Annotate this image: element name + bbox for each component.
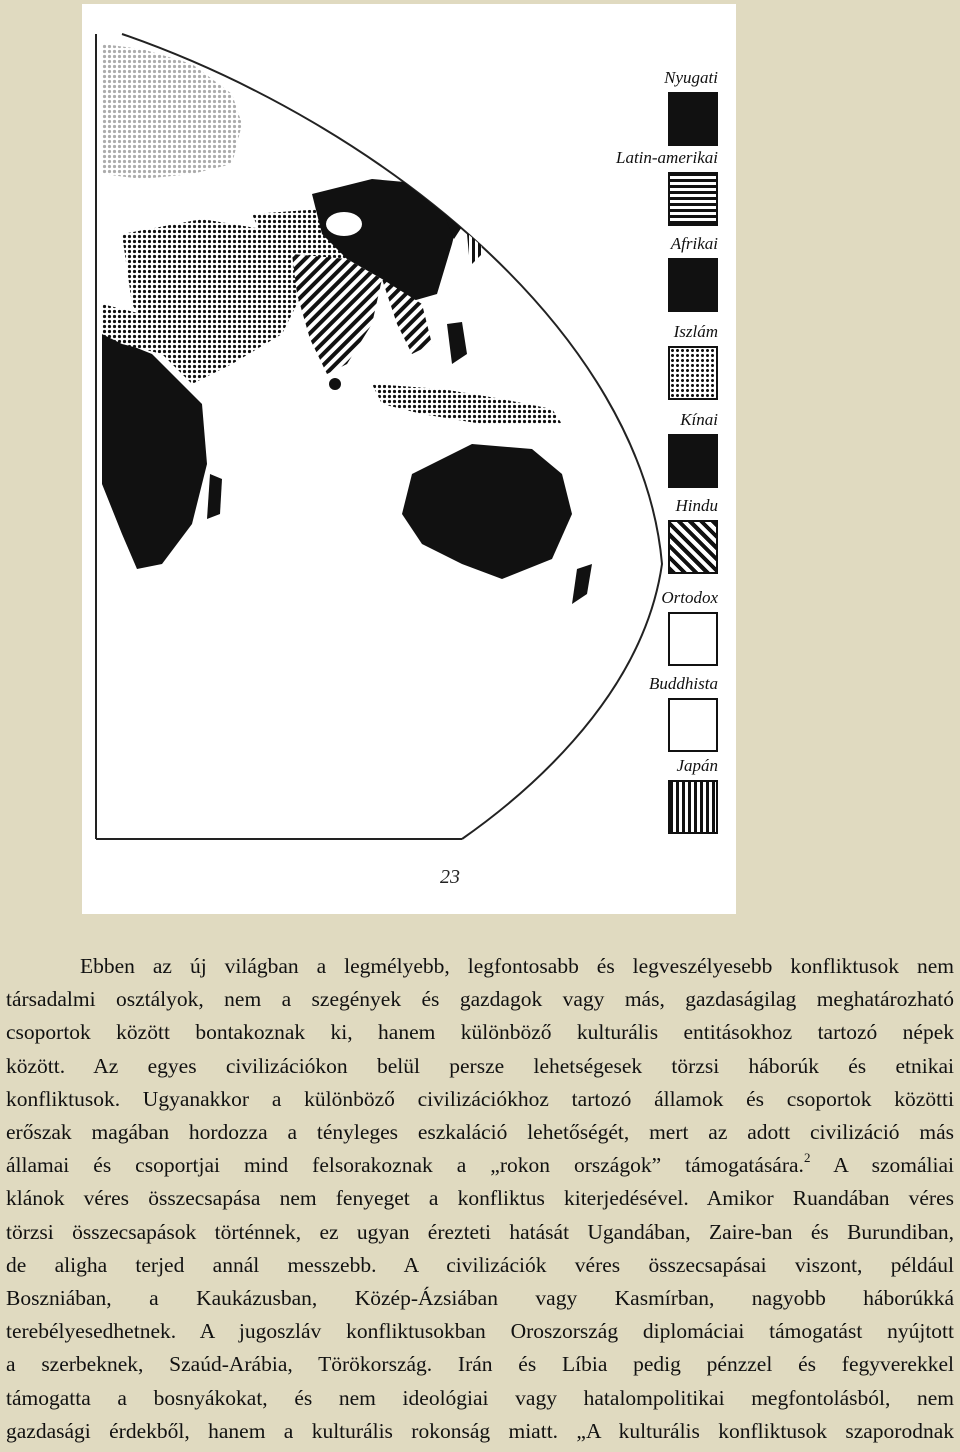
paragraph-line: konfliktusok. Ugyanakkor a különböző civilizációkhoz tartozó államok és csoportok közötti: [6, 1086, 954, 1111]
paragraph-line: klánok véres összecsapása nem fenyeget a konfliktus kiterjedésével. Amikor Ruandában véres: [6, 1186, 954, 1211]
world-map-illustration: [82, 4, 736, 914]
body-paragraph: [6, 950, 954, 1448]
legend-label-japanese: Japán: [676, 756, 718, 775]
legend-swatch-chinese: [668, 434, 718, 488]
legend-label-chinese: Kínai: [680, 410, 718, 429]
legend-label-islamic: Iszlám: [673, 322, 718, 341]
civilization-map-figure: [82, 4, 736, 914]
japan-shape: [467, 226, 482, 266]
legend-label-western: Nyugati: [664, 68, 718, 87]
footnote-reference[interactable]: 2: [803, 1150, 811, 1166]
paragraph-line: törzsi összecsapások történnek, ez ugyan érezteti hatását Ugandában, Zaire-ban és Burundiban,: [6, 1219, 954, 1244]
legend-swatch-african: [668, 258, 718, 312]
paragraph-line: erőszak magában hordozza a tényleges eszkaláció lehetőségét, mert az adott civilizáció más: [6, 1120, 954, 1145]
paragraph-line-with-footnote: [6, 1149, 954, 1182]
madagascar-shape: [207, 474, 222, 519]
paragraph-line: terebélyesedhetnek. A jugoszláv konfliktusokban Oroszország diplomáciai támogatást nyújtott: [6, 1319, 954, 1344]
sri-lanka-shape: [329, 378, 341, 390]
paragraph-line: támogatta a bosnyákokat, és nem ideológiai vagy hatalompolitikai megfontolásból, nem: [6, 1385, 954, 1410]
australia-region: [402, 444, 572, 579]
paragraph-line: de aligha terjed annál messzebb. A civilizációk véres összecsapásai viszont, például: [6, 1252, 954, 1277]
legend-label-latin-american: Latin-amerikai: [616, 148, 718, 167]
legend-label-hindu: Hindu: [675, 496, 718, 515]
paragraph-line: társadalmi osztályok, nem a szegények és gazdagok vagy más, gazdaságilag meghatározható: [6, 987, 954, 1012]
legend-swatch-hindu: [668, 520, 718, 574]
paragraph-line: a szerbeknek, Szaúd-Arábia, Törökország. Irán és Líbia pedig pénzzel és fegyverekkel: [6, 1352, 954, 1377]
legend-swatch-islamic: [668, 346, 718, 400]
legend-swatch-latin-american: [668, 172, 718, 226]
indonesia-region: [372, 384, 562, 424]
paragraph-line: csoportok között bontakoznak ki, hanem különböző kulturális entitásokhoz tartozó népek: [6, 1020, 954, 1045]
paragraph-line-text: államai és csoportjai mind felsorakoznak a „rokon országok” támogatására.: [6, 1153, 804, 1178]
legend-label-buddhist: Buddhista: [649, 674, 718, 693]
legend-swatch-buddhist: [668, 698, 718, 752]
figure-page-number: 23: [440, 866, 460, 888]
legend-swatch-western: [668, 92, 718, 146]
paragraph-line: gazdasági érdekből, hanem a kulturális rokonság miatt. „A kulturális konfliktusok szaporodnak: [6, 1418, 954, 1443]
mongolia-shape: [326, 212, 362, 236]
hindu-region: [292, 254, 382, 374]
paragraph-line: között. Az egyes civilizációkon belül persze lehetségesek törzsi háborúk és etnikai: [6, 1053, 954, 1078]
paragraph-line-tail: A szomáliai: [833, 1153, 954, 1178]
paragraph-line: Ebben az új világban a legmélyebb, legfontosabb és legveszélyesebb konfliktusok nem: [80, 954, 954, 978]
philippines-shape: [447, 322, 467, 364]
legend-swatch-orthodox: [668, 612, 718, 666]
new-zealand-shape: [572, 564, 592, 604]
legend-label-african: Afrikai: [670, 234, 718, 253]
legend-label-orthodox: Ortodox: [661, 588, 718, 607]
legend-swatch-japanese: [668, 780, 718, 834]
orthodox-region: [102, 44, 242, 179]
paragraph-line: Boszniában, a Kaukázusban, Közép-Ázsiában vagy Kasmírban, nagyobb háborúkká: [6, 1286, 954, 1311]
